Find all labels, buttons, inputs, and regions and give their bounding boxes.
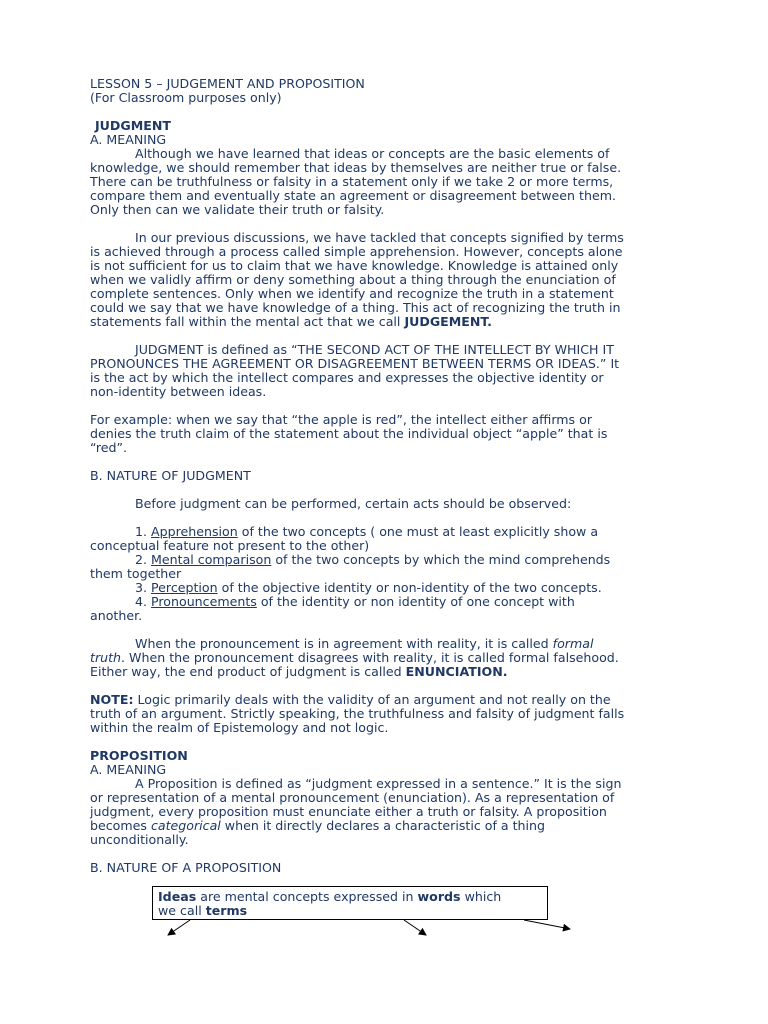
arrow-left bbox=[168, 920, 190, 935]
list-item: 2. Mental comparison of the two concepts by which the mind comprehends bbox=[135, 552, 611, 567]
list-item: 4. Pronouncements of the identity or non identity of one concept with bbox=[135, 594, 575, 609]
note-paragraph: NOTE: Logic primarily deals with the validity of an argument and not really on the truth of an argument. Strictly speaking, the truthfulness and falsity of judgment falls within the realm of Epistemology and not logic. bbox=[90, 692, 625, 735]
lesson-subtitle: (For Classroom purposes only) bbox=[90, 90, 282, 105]
judgment-nature-intro: Before judgment can be performed, certain acts should be observed: bbox=[135, 496, 572, 511]
judgment-para-1: Although we have learned that ideas or concepts are the basic elements of knowledge, we should remember that ideas by themselves are neither true or false. There can be truthfulness or falsity in a statement only if we take 2 or more terms, compare them and eventually state an agreement or disagreement between them. Only then can we validate their truth or falsity. bbox=[90, 146, 622, 217]
judgment-definition: JUDGMENT is defined as “THE SECOND ACT OF THE INTELLECT BY WHICH IT PRONOUNCES THE AGREEMENT OR DISAGREEMENT BETWEEN TERMS OR IDEAS.” It is the act by which the intellect compares and expresses the objective identity or non-identity between ideas. bbox=[90, 342, 620, 399]
proposition-para: A Proposition is defined as “judgment expressed in a sentence.” It is the sign or representation of a mental pronouncement (enunciation). As a representation of judgment, every proposition must enunciate either a truth or falsity. A proposition becomes categorical when it directly declares a characteristic of a thing unconditionally. bbox=[90, 776, 622, 847]
judgment-meaning-label: A. MEANING bbox=[90, 132, 167, 147]
list-item: 3. Perception of the objective identity or non-identity of the two concepts. bbox=[135, 580, 602, 595]
judgment-heading: JUDGMENT bbox=[95, 118, 171, 133]
judgment-nature-label: B. NATURE OF JUDGMENT bbox=[90, 468, 251, 483]
proposition-nature-label: B. NATURE OF A PROPOSITION bbox=[90, 860, 282, 875]
judgment-example: For example: when we say that “the apple is red”, the intellect either affirms or denies the truth claim of the statement about the individual object “apple” that is “red”. bbox=[90, 412, 608, 455]
list-item: 1. Apprehension of the two concepts ( one must at least explicitly show a bbox=[135, 524, 599, 539]
judgment-para-2: In our previous discussions, we have tackled that concepts signified by terms is achieved through a process called simple apprehension. However, concepts alone is not sufficient for us to claim that we have knowledge. Knowledge is attained only when we validly affirm or deny something about a thing through the enunciation of complete sentences. Only when we identify and recognize the truth in a statement could we say that we have knowledge of a thing. This act of recognizing the truth in statements fall within the mental act that we call JUDGEMENT. bbox=[90, 230, 624, 329]
ideas-terms-box: Ideas are mental concepts expressed in words which we call terms bbox=[152, 886, 548, 920]
lesson-title: LESSON 5 – JUDGEMENT AND PROPOSITION bbox=[90, 76, 365, 91]
proposition-meaning-label: A. MEANING bbox=[90, 762, 167, 777]
proposition-heading: PROPOSITION bbox=[90, 748, 188, 763]
arrow-right bbox=[524, 920, 570, 929]
arrow-middle bbox=[404, 920, 426, 935]
acts-list: 1. Apprehension of the two concepts ( one must at least explicitly show a conceptual feature not present to the other) 2. Mental comparison of the two concepts by which the mind comprehends them together 3. Perception of the objective identity or non-identity of the two concepts. 4. Pronouncements of the identity or non identity of one concept with another. bbox=[90, 525, 680, 623]
pronouncement-paragraph: When the pronouncement is in agreement with reality, it is called formal truth. When the pronouncement disagrees with reality, it is called formal falsehood. Either way, the end product of judgment is called ENUNCIATION. bbox=[90, 636, 619, 679]
